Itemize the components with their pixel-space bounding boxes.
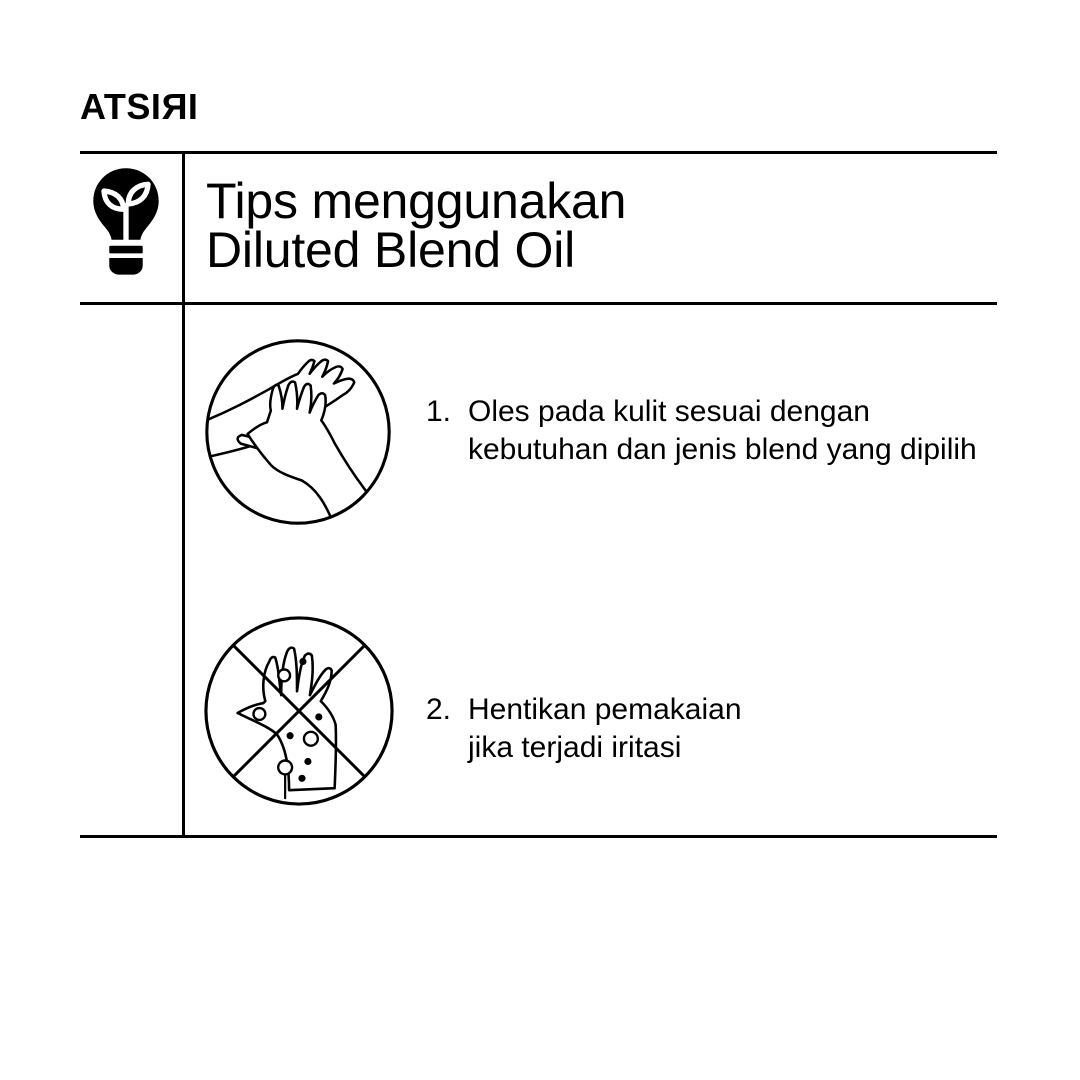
logo-mirrored-r: R xyxy=(161,86,188,127)
page-title xyxy=(206,173,627,278)
divider-under-title xyxy=(80,302,997,305)
tip-2-line1: Hentikan pemakaian xyxy=(468,693,742,726)
page-title-line2: Diluted Blend Oil xyxy=(206,222,576,278)
logo-text-part1: ATSI xyxy=(80,86,162,127)
hands-applying-oil-icon xyxy=(201,335,395,529)
divider-top xyxy=(80,151,997,154)
tip-1-number: 1. xyxy=(426,395,452,428)
stop-hand-irritation-icon xyxy=(200,612,398,810)
tip-2-line2: jika terjadi iritasi xyxy=(468,731,682,764)
tip-1-line1: Oles pada kulit sesuai dengan xyxy=(468,395,870,428)
lightbulb-plant-icon xyxy=(88,166,164,280)
tip-1-text xyxy=(468,393,977,469)
logo-text-part2: I xyxy=(187,86,199,127)
tip-2-text xyxy=(468,691,742,767)
divider-bottom xyxy=(80,835,997,838)
divider-vertical xyxy=(182,151,185,838)
tip-2-number: 2. xyxy=(426,693,452,726)
tip-item-2 xyxy=(426,691,742,767)
tip-1-line2: kebutuhan dan jenis blend yang dipilih xyxy=(468,433,977,466)
tip-item-1 xyxy=(426,393,977,469)
brand-logo xyxy=(80,86,198,128)
page-title-line1: Tips menggunakan xyxy=(206,173,627,229)
